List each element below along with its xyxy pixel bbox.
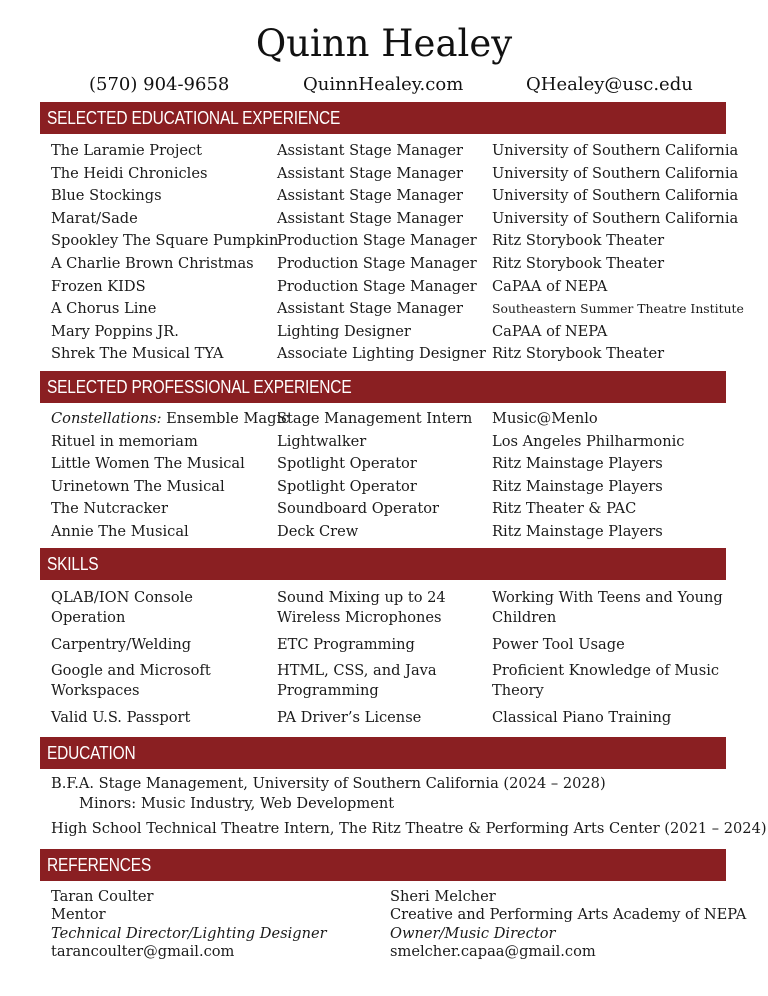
resume-name: Quinn Healey <box>255 22 513 65</box>
organization: Southeastern Summer Theatre Institute <box>492 301 744 317</box>
organization: Ritz Storybook Theater <box>492 345 665 363</box>
show-title-italic: Constellations: <box>51 410 162 427</box>
section-header-references <box>40 849 726 881</box>
phone-number: (570) 904-9658 <box>89 74 230 95</box>
organization: University of Southern California <box>492 164 739 182</box>
role: Spotlight Operator <box>277 455 417 473</box>
reference-1 <box>51 888 327 961</box>
skill-item: Google and Microsoft Workspaces <box>51 662 211 699</box>
role: Assistant Stage Manager <box>277 164 464 182</box>
role: Deck Crew <box>277 522 359 540</box>
skill-item: Proficient Knowledge of Music Theory <box>492 662 720 699</box>
reference-relation: Creative and Performing Arts Academy of NEPA <box>390 906 747 924</box>
reference-email[interactable]: tarancoulter@gmail.com <box>51 942 235 960</box>
show-title: A Charlie Brown Christmas <box>51 254 254 272</box>
list-item <box>51 208 739 231</box>
list-item <box>51 253 731 276</box>
role: Stage Management Intern <box>277 410 473 427</box>
skill-item: Carpentry/Welding <box>51 636 192 653</box>
list-item <box>51 185 739 208</box>
list-item <box>51 140 739 163</box>
show-title-rest: Ensemble Magic <box>161 410 290 427</box>
organization: CaPAA of NEPA <box>492 322 608 340</box>
list-item <box>51 453 731 476</box>
show-title: Blue Stockings <box>51 187 162 205</box>
show-title: Spookley The Square Pumpkin <box>51 232 279 250</box>
show-title: A Chorus Line <box>51 300 157 318</box>
skills-row <box>51 661 731 701</box>
skill-item: PA Driver’s License <box>277 709 422 726</box>
skill-item: ETC Programming <box>277 636 415 653</box>
role: Assistant Stage Manager <box>277 209 464 227</box>
show-title: The Heidi Chronicles <box>51 164 208 182</box>
list-item <box>51 431 731 454</box>
role: Associate Lighting Designer <box>277 345 486 363</box>
educational-experience-list <box>51 140 744 366</box>
list-item <box>51 521 731 544</box>
reference-2 <box>390 888 746 961</box>
list-item <box>51 230 731 253</box>
show-title: Annie The Musical <box>51 522 189 540</box>
organization: Ritz Mainstage Players <box>492 522 663 540</box>
show-title <box>51 408 290 431</box>
show-title: Little Women The Musical <box>51 455 245 473</box>
highschool-line: High School Technical Theatre Intern, The Ritz Theatre & Performing Arts Center (2021 – 2024) <box>51 820 767 837</box>
section-title: EDUCATION <box>47 743 136 763</box>
organization: Ritz Storybook Theater <box>492 254 665 272</box>
list-item <box>51 498 731 521</box>
skill-item: Classical Piano Training <box>492 709 672 726</box>
reference-name: Taran Coulter <box>51 888 154 905</box>
section-header-professional <box>40 371 726 403</box>
skills-grid <box>51 588 731 728</box>
list-item <box>51 321 731 344</box>
section-header-education <box>40 737 726 769</box>
list-item <box>51 476 731 499</box>
organization: University of Southern California <box>492 209 739 227</box>
show-title: Marat/Sade <box>51 209 138 227</box>
section-title: SELECTED EDUCATIONAL EXPERIENCE <box>47 108 341 128</box>
role: Lightwalker <box>277 432 367 450</box>
organization: Ritz Mainstage Players <box>492 477 663 495</box>
organization: University of Southern California <box>492 187 739 205</box>
role: Assistant Stage Manager <box>277 187 464 205</box>
section-header-educational <box>40 102 726 134</box>
show-title: Frozen KIDS <box>51 277 146 295</box>
skill-item: Power Tool Usage <box>492 636 625 653</box>
role: Production Stage Manager <box>277 254 477 272</box>
reference-relation: Mentor <box>51 906 106 924</box>
show-title: The Nutcracker <box>51 500 168 518</box>
role: Spotlight Operator <box>277 477 417 495</box>
list-item <box>51 163 739 186</box>
role: Assistant Stage Manager <box>277 300 464 318</box>
list-item <box>51 408 731 431</box>
skill-item: Working With Teens and Young Children <box>492 589 723 626</box>
email-link[interactable]: QHealey@usc.edu <box>526 74 693 95</box>
list-item <box>51 298 744 321</box>
role: Assistant Stage Manager <box>277 142 464 159</box>
skill-item: QLAB/ION Console Operation <box>51 589 193 626</box>
show-title: The Laramie Project <box>51 142 203 159</box>
skill-item: Valid U.S. Passport <box>51 709 191 726</box>
show-title: Shrek The Musical TYA <box>51 345 224 363</box>
minors-line: Minors: Music Industry, Web Development <box>79 795 395 812</box>
reference-title: Technical Director/Lighting Designer <box>51 924 327 942</box>
organization: Ritz Theater & PAC <box>492 500 637 518</box>
website-link[interactable]: QuinnHealey.com <box>303 74 464 95</box>
degree-line: B.F.A. Stage Management, University of Southern California (2024 – 2028) <box>51 775 606 792</box>
show-title: Urinetown The Musical <box>51 477 225 495</box>
section-title: SELECTED PROFESSIONAL EXPERIENCE <box>47 377 352 397</box>
role: Soundboard Operator <box>277 500 439 518</box>
organization: CaPAA of NEPA <box>492 277 608 295</box>
organization: Ritz Storybook Theater <box>492 232 665 250</box>
skills-row <box>51 708 731 728</box>
skills-row <box>51 635 731 655</box>
organization: University of Southern California <box>492 142 739 159</box>
organization: Music@Menlo <box>492 410 598 427</box>
role: Production Stage Manager <box>277 232 477 250</box>
show-title: Mary Poppins JR. <box>51 322 179 340</box>
list-item <box>51 276 731 299</box>
reference-title: Owner/Music Director <box>390 924 556 942</box>
section-title: SKILLS <box>47 554 99 574</box>
section-header-skills <box>40 548 726 580</box>
organization: Ritz Mainstage Players <box>492 455 663 473</box>
list-item <box>51 343 731 366</box>
reference-name: Sheri Melcher <box>390 888 496 905</box>
show-title: Rituel in memoriam <box>51 432 198 450</box>
section-title: REFERENCES <box>47 855 152 875</box>
role: Production Stage Manager <box>277 277 477 295</box>
role: Lighting Designer <box>277 322 411 340</box>
skills-row <box>51 588 731 628</box>
reference-email[interactable]: smelcher.capaa@gmail.com <box>390 942 596 960</box>
skill-item: HTML, CSS, and Java Programming <box>277 662 437 699</box>
skill-item: Sound Mixing up to 24 Wireless Microphones <box>277 589 446 626</box>
organization: Los Angeles Philharmonic <box>492 432 685 450</box>
professional-experience-list <box>51 408 731 544</box>
